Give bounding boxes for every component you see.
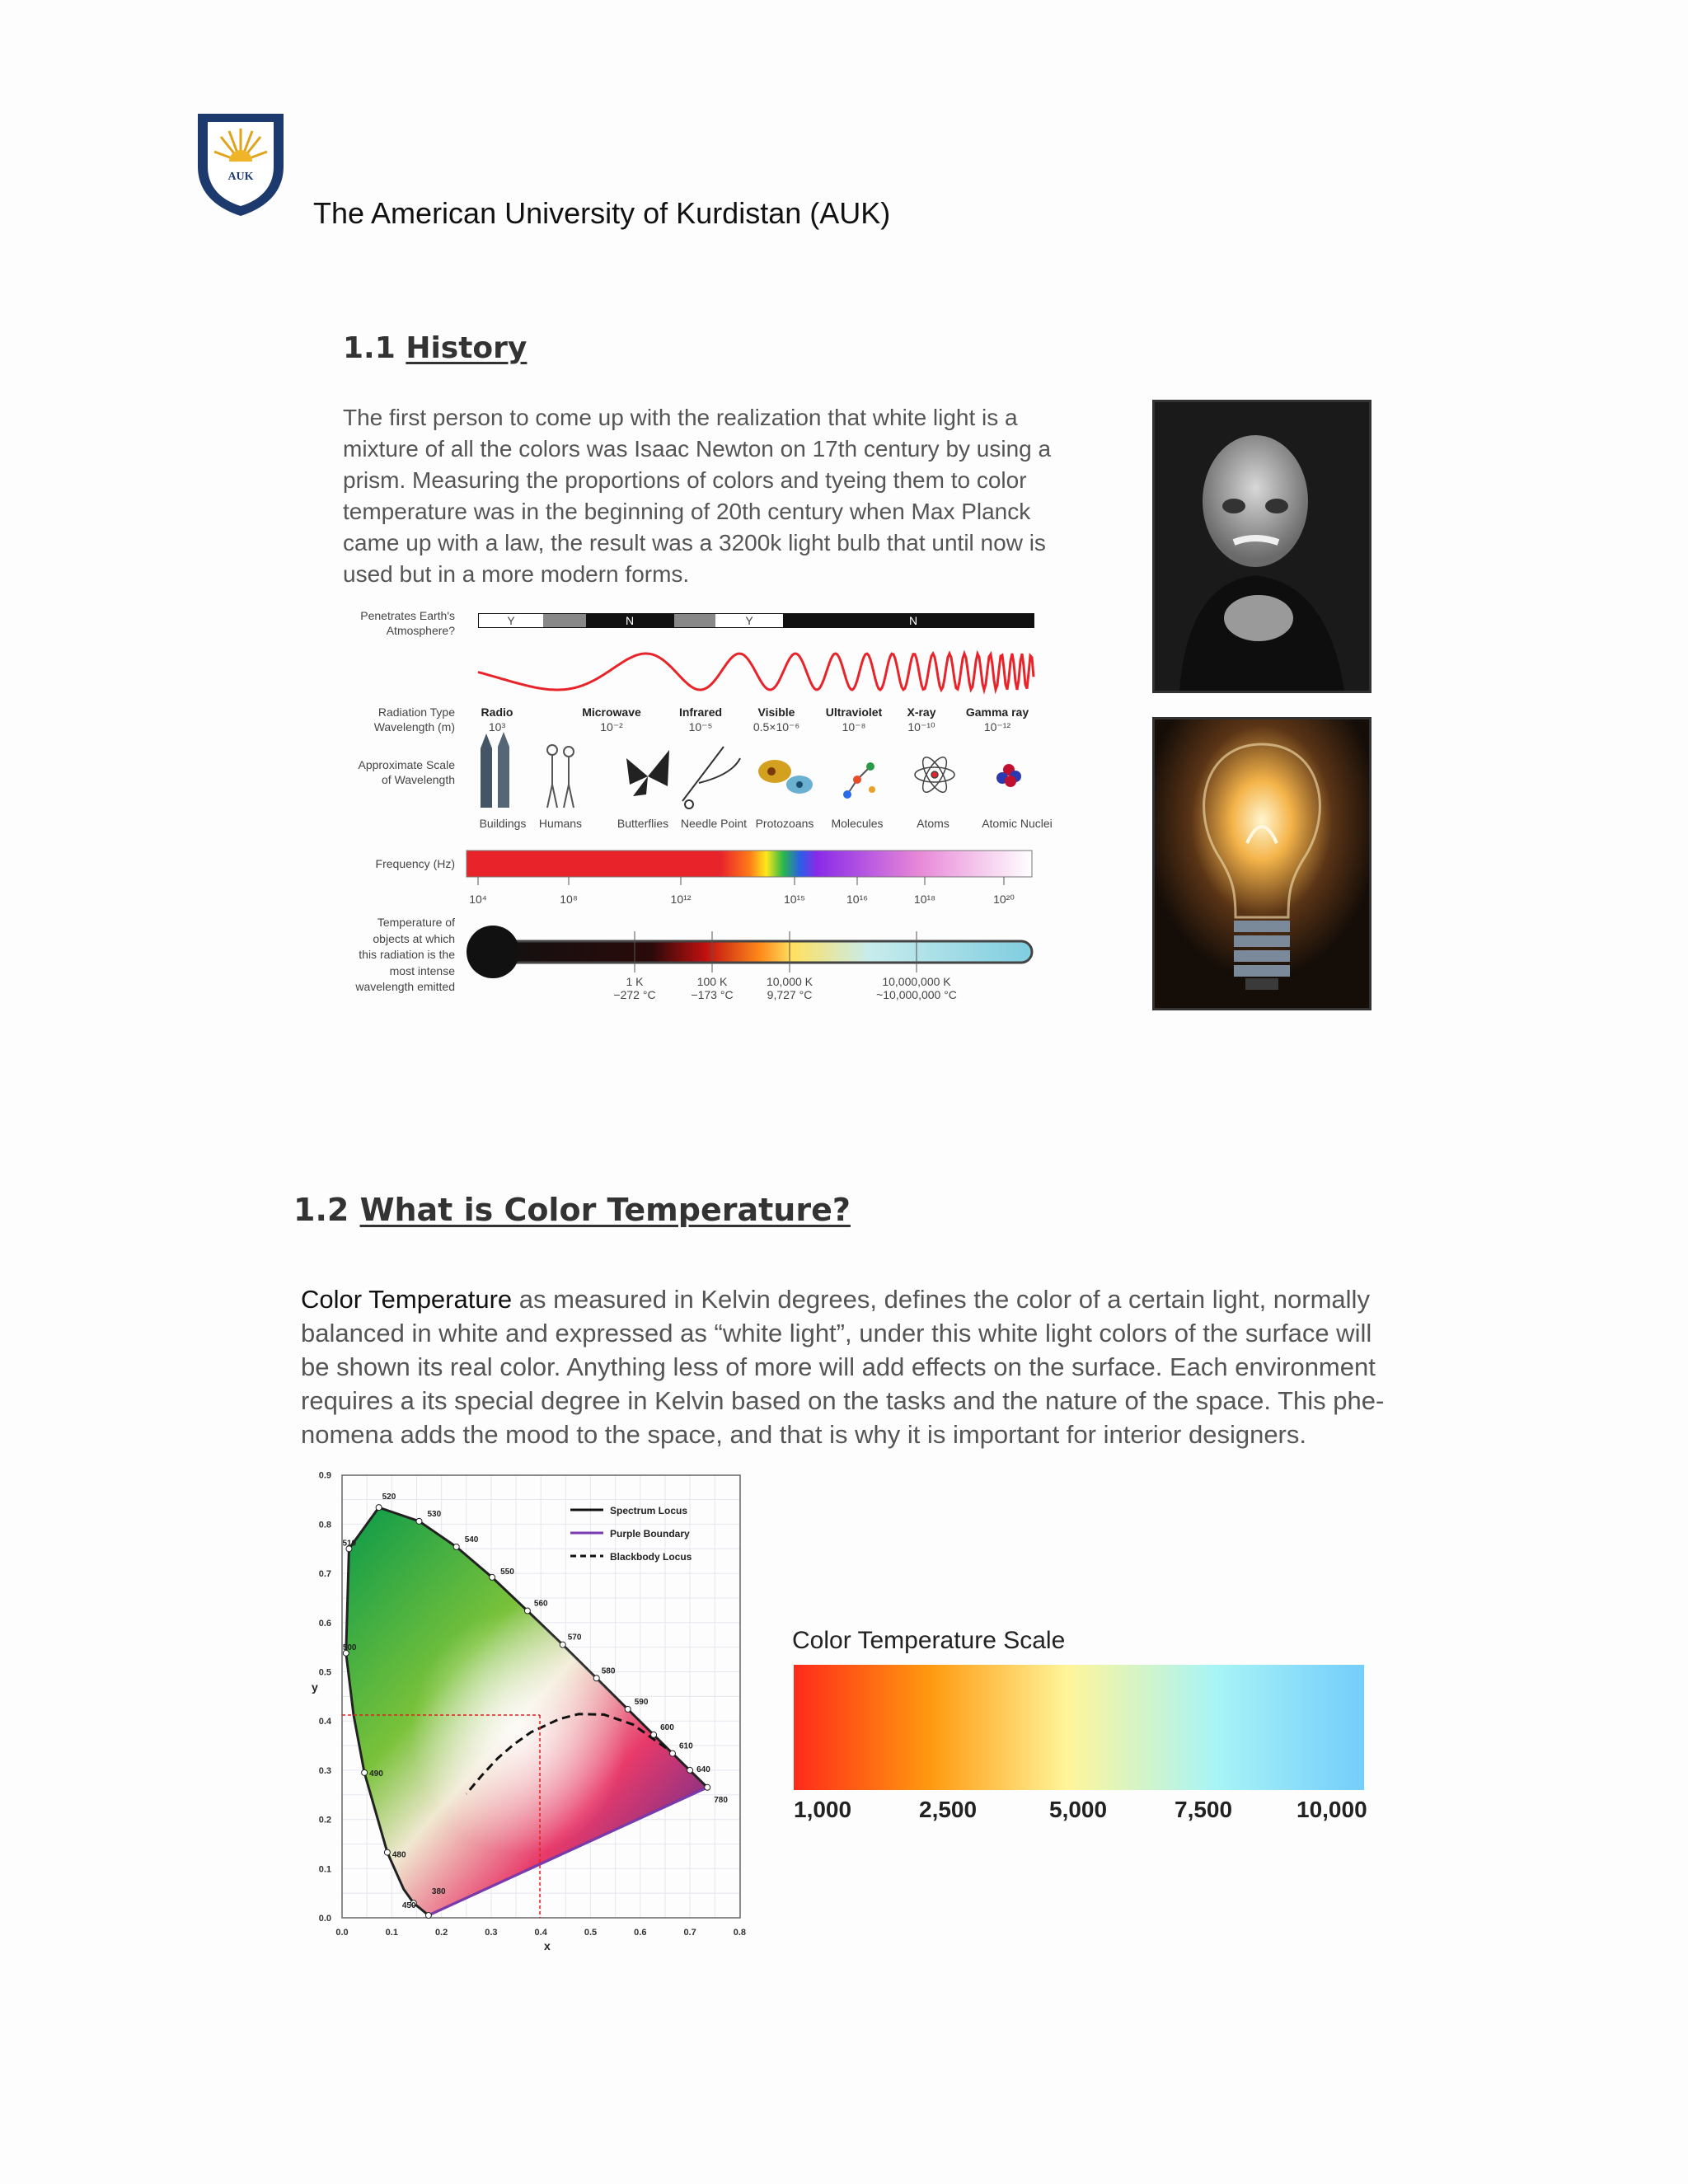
cie-xtick-0: 0.0 xyxy=(335,1928,349,1938)
wavelength-point-780 xyxy=(705,1784,710,1790)
frequency-4: 10¹⁶ xyxy=(846,893,868,906)
legend-blackbody-locus: Blackbody Locus xyxy=(610,1551,692,1563)
ct-tick-5000: 5,000 xyxy=(1049,1797,1108,1822)
radiation-type-2: Infrared xyxy=(678,705,723,719)
temp-k-1: 100 K xyxy=(696,975,728,988)
wavelength-point-600 xyxy=(651,1732,657,1737)
butterfly-icon xyxy=(626,750,669,796)
wavelength-label-570: 570 xyxy=(567,1633,582,1643)
section-2-body xyxy=(301,1282,1405,1451)
atm-label-4: N xyxy=(908,614,918,627)
protozoa-icon xyxy=(758,760,813,794)
cie-ytick-7: 0.7 xyxy=(318,1569,331,1580)
cie-ytick-0: 0.0 xyxy=(318,1914,331,1924)
cie-ylabel: y xyxy=(312,1680,318,1694)
wavelength-point-580 xyxy=(593,1675,599,1681)
radiation-type-6: Gamma ray xyxy=(965,705,1029,719)
wavelength-point-560 xyxy=(524,1608,530,1614)
cie-xtick-4: 0.4 xyxy=(534,1928,547,1938)
svg-text:most intense: most intense xyxy=(389,964,455,977)
temp-c-3: ~10,000,000 °C xyxy=(876,988,957,1001)
ct-tick-10000: 10,000 xyxy=(1296,1797,1367,1822)
atm-label-1: Y xyxy=(507,614,515,627)
scale-object-6: Atoms xyxy=(917,817,950,830)
section-1-number: 1.1 xyxy=(343,331,396,365)
scale-object-3: Needle Point xyxy=(680,817,748,830)
svg-text:wavelength emitted: wavelength emitted xyxy=(355,980,455,993)
cie-xtick-8: 0.8 xyxy=(733,1928,747,1938)
nucleus-icon xyxy=(996,764,1021,787)
ct-scale-ticks xyxy=(794,1797,1367,1830)
temp-c-2: 9,727 °C xyxy=(767,988,813,1001)
em-wave xyxy=(478,654,1034,690)
wavelength-6: 10⁻¹² xyxy=(983,720,1011,733)
wavelength-3: 0.5×10⁻⁶ xyxy=(753,720,800,733)
temp-k-0: 1 K xyxy=(626,975,644,988)
cie-chromaticity-diagram xyxy=(305,1467,767,1961)
wavelength-label-610: 610 xyxy=(678,1741,693,1751)
section-2-title: What is Color Temperature? xyxy=(359,1192,851,1228)
university-header: The American University of Kurdistan (AUK) xyxy=(313,196,891,230)
wavelength-point-550 xyxy=(490,1574,495,1580)
cie-xtick-5: 0.5 xyxy=(584,1928,598,1938)
frequency-5: 10¹⁸ xyxy=(913,893,936,906)
em-spectrum-infographic xyxy=(345,602,1062,1014)
cie-ytick-8: 0.8 xyxy=(318,1520,331,1530)
temp-k-2: 10,000 K xyxy=(766,975,814,988)
cie-ytick-5: 0.5 xyxy=(318,1667,331,1678)
wavelength-label-540: 540 xyxy=(464,1535,479,1544)
wavelength-label-510: 510 xyxy=(342,1539,357,1549)
wavelength-point-380 xyxy=(425,1913,431,1919)
wavelength-label-780: 780 xyxy=(714,1795,728,1805)
wavelength-label-600: 600 xyxy=(660,1722,674,1732)
radiation-type-3: Visible xyxy=(757,705,795,719)
ct-tick-1000: 1,000 xyxy=(794,1797,852,1822)
cie-xtick-6: 0.6 xyxy=(634,1928,647,1938)
scale-object-2: Butterflies xyxy=(617,817,669,830)
cie-ytick-4: 0.4 xyxy=(318,1717,331,1727)
legend-spectrum-locus: Spectrum Locus xyxy=(610,1505,688,1516)
radiation-type-4: Ultraviolet xyxy=(825,705,883,719)
penetrates-label: Penetrates Earth's xyxy=(360,609,455,622)
section-2-text: as measured in Kelvin degrees, defines the color of a certain light, normally balanced in white and expressed as “white light”, under this white light colors of the surface will be shown its real color. Anything less of more will add effects on the surface. Each environment requires a its special degree in Kelvin based on the tasks and the nature of the space. This phe-nomena adds the mood to the space, and that is why it is important for interior designers. xyxy=(301,1285,1385,1449)
frequency-2: 10¹² xyxy=(670,893,692,906)
scale-object-1: Humans xyxy=(538,817,583,830)
svg-text:of Wavelength: of Wavelength xyxy=(382,773,455,786)
radiation-type-1: Microwave xyxy=(582,705,641,719)
temp-c-1: −173 °C xyxy=(691,988,734,1001)
cie-xtick-1: 0.1 xyxy=(385,1928,398,1938)
wavelength-2: 10⁻⁵ xyxy=(688,720,713,733)
max-planck-photo xyxy=(1152,400,1372,693)
wavelength-4: 10⁻⁸ xyxy=(842,720,866,733)
frequency-0: 10⁴ xyxy=(469,893,487,906)
cie-ytick-6: 0.6 xyxy=(318,1618,331,1629)
wavelength-0: 10³ xyxy=(488,720,506,733)
svg-text:objects at which: objects at which xyxy=(373,932,455,945)
scale-object-5: Molecules xyxy=(831,817,884,830)
wavelength-label-530: 530 xyxy=(427,1509,442,1519)
wavelength-label-500: 500 xyxy=(342,1643,357,1652)
wavelength-point-490 xyxy=(362,1769,368,1775)
section-1-body: The first person to come up with the realization that white light is a mixture of all the colors was Isaac Newton on 17th century by using a prism. Measuring the proportions of colors and tyeing them to color temperature was in the beginning of 20th century when Max Planck came up with a law, the result was a 3200k light bulb that until now is used but in a more modern forms. xyxy=(343,405,1052,587)
wavelength-label-490: 490 xyxy=(369,1769,383,1779)
frequency-label: Frequency (Hz) xyxy=(375,857,455,870)
ct-scale-title: Color Temperature Scale xyxy=(792,1627,1066,1654)
wavelength-label-550: 550 xyxy=(500,1567,514,1577)
wavelength-point-590 xyxy=(625,1706,631,1712)
cie-xlabel: x xyxy=(544,1939,551,1952)
atm-label-3: Y xyxy=(745,614,753,627)
wavelength-label: Wavelength (m) xyxy=(373,720,455,733)
cie-ytick-2: 0.2 xyxy=(318,1815,331,1825)
cie-ytick-9: 0.9 xyxy=(318,1470,331,1481)
section-2-number: 1.2 xyxy=(293,1192,349,1228)
atom-icon xyxy=(915,754,954,796)
wavelength-label-640: 640 xyxy=(696,1765,710,1774)
svg-text:Atmosphere?: Atmosphere? xyxy=(386,624,455,637)
wavelength-label-480: 480 xyxy=(392,1850,406,1860)
lightbulb-photo xyxy=(1152,717,1372,1010)
needle-icon xyxy=(682,747,740,808)
wavelength-5: 10⁻¹⁰ xyxy=(907,720,935,733)
svg-text:this radiation is the: this radiation is the xyxy=(359,948,455,961)
frequency-6: 10²⁰ xyxy=(993,893,1015,906)
frequency-3: 10¹⁵ xyxy=(783,893,806,906)
wavelength-label-580: 580 xyxy=(601,1666,616,1676)
temp-k-3: 10,000,000 K xyxy=(882,975,951,988)
section-2-heading xyxy=(293,1192,851,1228)
scale-object-0: Buildings xyxy=(479,817,527,830)
wavelength-label-560: 560 xyxy=(533,1599,548,1609)
section-2-lead: Color Temperature xyxy=(301,1285,513,1314)
wavelength-point-570 xyxy=(560,1642,565,1647)
wavelength-point-530 xyxy=(416,1518,422,1524)
scale-object-4: Protozoans xyxy=(755,817,814,830)
scale-object-7: Atomic Nuclei xyxy=(982,817,1053,830)
wavelength-point-480 xyxy=(384,1849,390,1855)
cie-xtick-7: 0.7 xyxy=(683,1928,696,1938)
cie-legend xyxy=(570,1505,692,1563)
cie-xtick-3: 0.3 xyxy=(485,1928,498,1938)
auk-logo xyxy=(191,109,290,218)
wavelength-1: 10⁻² xyxy=(600,720,623,733)
section-1-heading xyxy=(343,331,527,365)
wavelength-point-520 xyxy=(376,1505,382,1511)
humans-icon xyxy=(547,745,574,808)
svg-text:Temperature of: Temperature of xyxy=(377,916,455,929)
scale-icons xyxy=(481,732,1021,808)
cie-ytick-1: 0.1 xyxy=(318,1864,331,1875)
wavelength-point-640 xyxy=(687,1767,693,1773)
radiation-type-0: Radio xyxy=(481,705,513,719)
molecule-icon xyxy=(843,762,875,799)
wavelength-label-520: 520 xyxy=(382,1493,396,1502)
wavelength-label-590: 590 xyxy=(634,1697,649,1707)
section-1-title: History xyxy=(406,331,528,365)
ct-tick-2500: 2,500 xyxy=(919,1797,978,1822)
frequency-1: 10⁸ xyxy=(560,893,578,906)
atm-label-2: N xyxy=(625,614,635,627)
cie-ytick-3: 0.3 xyxy=(318,1765,331,1776)
ct-scale-bar xyxy=(794,1665,1364,1790)
wavelength-label-380: 380 xyxy=(431,1887,446,1897)
wavelength-point-540 xyxy=(453,1544,459,1549)
legend-purple-boundary: Purple Boundary xyxy=(610,1528,690,1540)
temp-c-0: −272 °C xyxy=(613,988,656,1001)
buildings-icon xyxy=(481,732,509,808)
ct-tick-7500: 7,500 xyxy=(1175,1797,1233,1822)
cie-xtick-2: 0.2 xyxy=(434,1928,448,1938)
svg-text:Approximate Scale: Approximate Scale xyxy=(358,758,455,771)
radiation-type-label: Radiation Type xyxy=(377,705,455,719)
radiation-type-5: X-ray xyxy=(907,705,936,719)
wavelength-label-450: 450 xyxy=(401,1901,416,1911)
wavelength-point-610 xyxy=(669,1750,675,1756)
logo-text: AUK xyxy=(227,171,254,183)
